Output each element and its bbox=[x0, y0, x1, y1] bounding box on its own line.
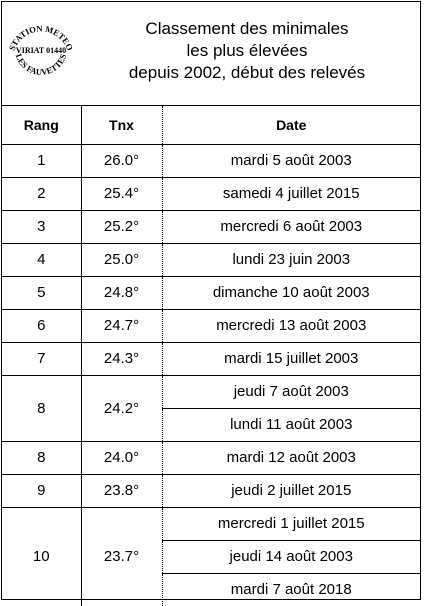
table-row bbox=[2, 342, 420, 375]
rang-cell: 4 bbox=[2, 243, 81, 276]
rang-cell: 10 bbox=[2, 507, 81, 606]
tnx-cell: 25.0° bbox=[81, 243, 162, 276]
table-row bbox=[2, 375, 420, 408]
date-cell: mardi 15 juillet 2003 bbox=[162, 342, 420, 375]
rang-cell: 5 bbox=[2, 276, 81, 309]
title-line-2: les plus élevées bbox=[186, 41, 308, 60]
document-frame bbox=[1, 1, 421, 600]
date-cell: mercredi 13 août 2003 bbox=[162, 309, 420, 342]
date-cell: jeudi 14 août 2003 bbox=[162, 540, 420, 573]
logo-top-text: STATION METEO bbox=[6, 23, 76, 52]
tnx-cell: 24.8° bbox=[81, 276, 162, 309]
logo-bottom-text: LES FAUVETTES bbox=[13, 52, 69, 78]
table-body bbox=[2, 144, 420, 606]
logo-middle-text: VIRIAT 01440 bbox=[15, 46, 67, 55]
date-cell: jeudi 7 août 2003 bbox=[162, 375, 420, 408]
tnx-cell: 23.7° bbox=[81, 507, 162, 606]
table-row bbox=[2, 507, 420, 540]
table-row bbox=[2, 177, 420, 210]
date-cell: samedi 4 juillet 2015 bbox=[162, 177, 420, 210]
rang-cell: 9 bbox=[2, 474, 81, 507]
table-row bbox=[2, 144, 420, 177]
rang-cell: 2 bbox=[2, 177, 81, 210]
rang-cell: 8 bbox=[2, 375, 81, 441]
tnx-cell: 26.0° bbox=[81, 144, 162, 177]
table-row bbox=[2, 243, 420, 276]
date-cell: mercredi 1 juillet 2015 bbox=[162, 507, 420, 540]
date-cell: dimanche 10 août 2003 bbox=[162, 276, 420, 309]
svg-text:LES FAUVETTES bbox=[14, 52, 69, 77]
date-cell: mardi 12 août 2003 bbox=[162, 441, 420, 474]
tnx-cell: 25.4° bbox=[81, 177, 162, 210]
rang-cell: 8 bbox=[2, 441, 81, 474]
rang-cell: 7 bbox=[2, 342, 81, 375]
tnx-cell: 23.8° bbox=[81, 474, 162, 507]
date-cell: mercredi 6 août 2003 bbox=[162, 210, 420, 243]
date-cell: lundi 11 août 2003 bbox=[162, 408, 420, 441]
ranking-table bbox=[2, 106, 420, 606]
tnx-cell: 24.0° bbox=[81, 441, 162, 474]
tnx-cell: 24.2° bbox=[81, 375, 162, 441]
column-header-date: Date bbox=[276, 116, 307, 133]
rang-cell: 3 bbox=[2, 210, 81, 243]
column-header-rang: Rang bbox=[2, 106, 81, 144]
table-row bbox=[2, 276, 420, 309]
title-line-1: Classement des minimales bbox=[145, 19, 349, 38]
date-cell: lundi 23 juin 2003 bbox=[162, 243, 420, 276]
table-row bbox=[2, 309, 420, 342]
station-stamp-logo bbox=[6, 12, 76, 82]
table-row bbox=[2, 210, 420, 243]
table-row bbox=[2, 441, 420, 474]
date-cell: mardi 5 août 2003 bbox=[162, 144, 420, 177]
rang-cell: 6 bbox=[2, 309, 81, 342]
table-header-row bbox=[2, 106, 420, 144]
rang-cell: 1 bbox=[2, 144, 81, 177]
column-header-tnx: Tnx bbox=[81, 106, 162, 144]
tnx-cell: 24.3° bbox=[81, 342, 162, 375]
tnx-cell: 24.7° bbox=[81, 309, 162, 342]
tnx-cell: 25.2° bbox=[81, 210, 162, 243]
title-line-3: depuis 2002, début des relevés bbox=[128, 63, 366, 82]
header bbox=[2, 2, 420, 106]
table-row bbox=[2, 474, 420, 507]
date-cell: mardi 7 août 2018 bbox=[162, 573, 420, 606]
page-title bbox=[72, 18, 422, 84]
date-cell: jeudi 2 juillet 2015 bbox=[162, 474, 420, 507]
